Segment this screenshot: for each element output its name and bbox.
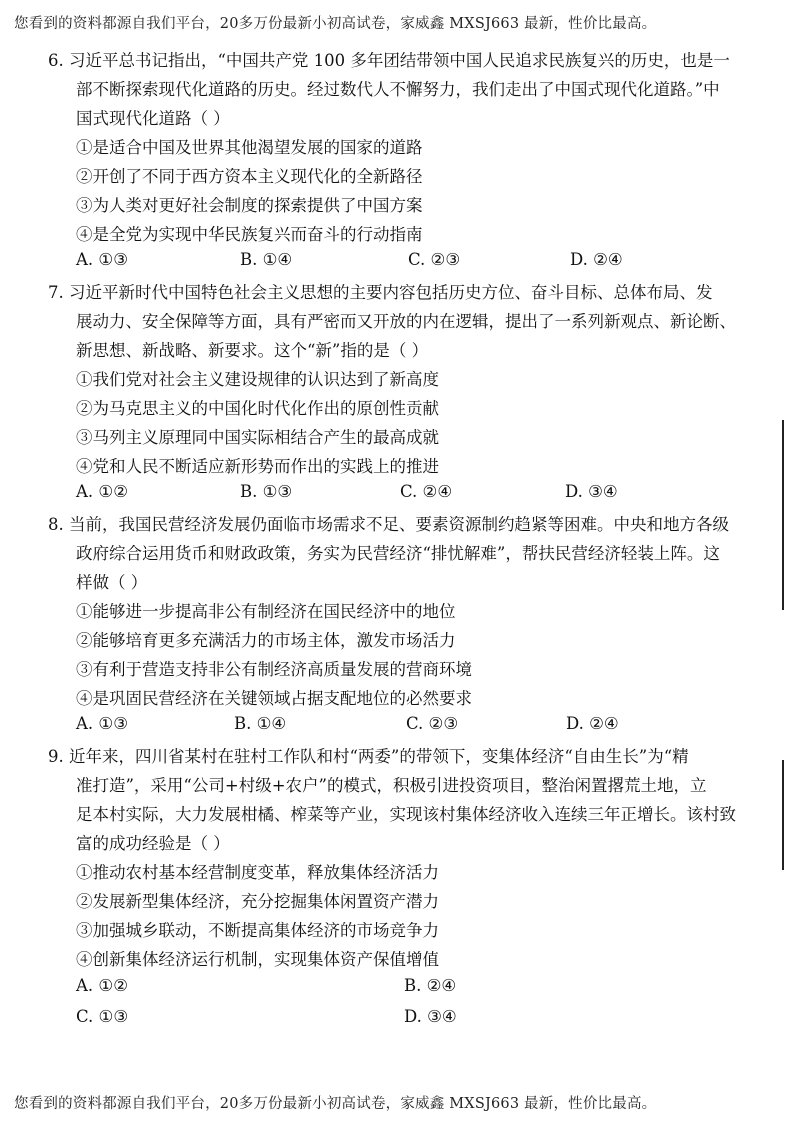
statement-item: ③有利于营造支持非公有制经济高质量发展的营商环境 (76, 660, 472, 679)
statement-item: ②能够培育更多充满活力的市场主体，激发市场活力 (76, 631, 456, 650)
statement-item: ②开创了不同于西方资本主义现代化的全新路径 (76, 167, 423, 186)
choice-d[interactable]: D. ③④ (404, 1007, 457, 1026)
question-stem-line: 富的成功经验是（ ） (76, 834, 230, 853)
choice-a[interactable]: A. ①③ (76, 250, 128, 269)
question-stem-line: 展动力、安全保障等方面，具有严密而又开放的内在逻辑，提出了一系列新观点、新论断、 (76, 312, 736, 331)
choice-a[interactable]: A. ①③ (76, 714, 128, 733)
choice-c[interactable]: C. ②③ (408, 250, 461, 269)
statement-item: ④是全党为实现中华民族复兴而奋斗的行动指南 (76, 225, 423, 244)
statement-item: ①是适合中国及世界其他渴望发展的国家的道路 (76, 138, 423, 157)
choice-d[interactable]: D. ②④ (566, 714, 619, 733)
choice-c[interactable]: C. ②④ (400, 482, 453, 501)
statement-item: ③为人类对更好社会制度的探索提供了中国方案 (76, 196, 423, 215)
choice-a[interactable]: A. ①② (76, 976, 128, 995)
statement-item: ③马列主义原理同中国实际相结合产生的最高成就 (76, 428, 439, 447)
statement-item: ④党和人民不断适应新形势而作出的实践上的推进 (76, 457, 439, 476)
choice-b[interactable]: B. ①④ (240, 250, 293, 269)
question-stem-line: 样做（ ） (76, 573, 148, 592)
question-stem-line: 部不断探索现代化道路的历史。经过数代人不懈努力，我们走出了中国式现代化道路。”中 (76, 80, 720, 99)
question-stem-line: 9. 近年来，四川省某村在驻村工作队和村“两委”的带领下，变集体经济“自由生长”为“精 (48, 747, 689, 766)
choice-c[interactable]: C. ②③ (406, 714, 459, 733)
choice-d[interactable]: D. ③④ (565, 482, 618, 501)
question-stem-line: 准打造”，采用“公司+村级+农户”的模式，积极引进投资项目，整治闲置撂荒土地，立 (76, 776, 707, 795)
question-stem-line: 政府综合运用货币和财政政策，务实为民营经济“排忧解难”，帮扶民营经济轻装上阵。这 (76, 544, 720, 563)
question-stem-line: 8. 当前，我国民营经济发展仍面临市场需求不足、要素资源制约趋紧等困难。中央和地方各级 (48, 515, 729, 534)
choice-a[interactable]: A. ①② (76, 482, 128, 501)
question-stem-line: 新思想、新战略、新要求。这个“新”指的是（ ） (76, 341, 429, 360)
question-stem-line: 足本村实际，大力发展柑橘、榨菜等产业，实现该村集体经济收入连续三年正增长。该村致 (76, 805, 736, 824)
question-stem-line: 国式现代化道路（ ） (76, 109, 230, 128)
question-stem-line: 6. 习近平总书记指出，“中国共产党 100 多年团结带领中国人民追求民族复兴的历史，也是一 (48, 51, 730, 70)
choice-b[interactable]: B. ②④ (404, 976, 457, 995)
footer-banner: 您看到的资料都源自我们平台，20多万份最新小初高试卷，家威鑫 MXSJ663 最新，性价比最高。 (14, 1096, 657, 1112)
choice-d[interactable]: D. ②④ (570, 250, 623, 269)
statement-item: ①我们党对社会主义建设规律的认识达到了新高度 (76, 370, 439, 389)
statement-item: ④创新集体经济运行机制，实现集体资产保值增值 (76, 950, 439, 969)
statement-item: ④是巩固民营经济在关键领域占据支配地位的必然要求 (76, 689, 472, 708)
choice-b[interactable]: B. ①④ (234, 714, 287, 733)
question-stem-line: 7. 习近平新时代中国特色社会主义思想的主要内容包括历史方位、奋斗目标、总体布局、发 (48, 283, 713, 302)
statement-item: ②为马克思主义的中国化时代化作出的原创性贡献 (76, 399, 439, 418)
choice-c[interactable]: C. ①③ (76, 1007, 129, 1026)
statement-item: ①推动农村基本经营制度变革，释放集体经济活力 (76, 863, 439, 882)
choice-b[interactable]: B. ①③ (240, 482, 293, 501)
statement-item: ②发展新型集体经济，充分挖掘集体闲置资产潜力 (76, 892, 439, 911)
statement-item: ①能够进一步提高非公有制经济在国民经济中的地位 (76, 602, 456, 621)
statement-item: ③加强城乡联动，不断提高集体经济的市场竞争力 (76, 921, 439, 940)
header-banner: 您看到的资料都源自我们平台，20多万份最新小初高试卷，家威鑫 MXSJ663 最新，性价比最高。 (14, 16, 657, 32)
scan-edge-mark (782, 760, 784, 870)
scan-edge-mark (782, 420, 784, 610)
